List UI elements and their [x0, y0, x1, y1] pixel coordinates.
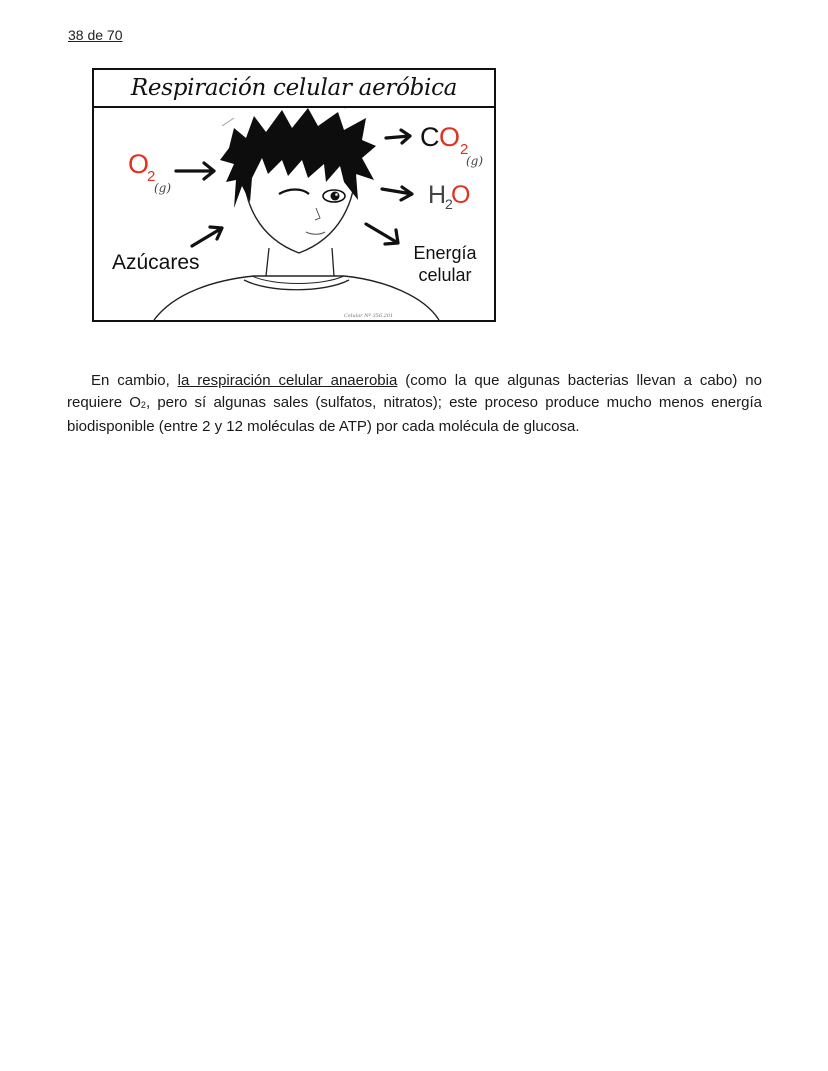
svg-text:2: 2 [445, 196, 453, 212]
figure-illustration [94, 108, 494, 320]
label-h2o [428, 181, 470, 212]
respiration-figure [92, 68, 496, 322]
figure-title: Respiración celular aeróbica [130, 75, 458, 101]
svg-text:O: O [451, 181, 471, 209]
anaerobic-respiration-link[interactable]: la respiración celular anaerobia [177, 372, 398, 389]
figure-title-bar [94, 70, 494, 108]
label-o2 [128, 149, 171, 195]
character-illustration [154, 108, 439, 320]
svg-text:C: C [420, 122, 440, 152]
svg-text:(g): (g) [154, 181, 172, 195]
figure-credit: Celular Nº 356.201 [344, 313, 394, 319]
arrow-co2-out [386, 130, 410, 143]
svg-text:2: 2 [460, 141, 469, 158]
label-energy-line2: celular [418, 265, 472, 285]
label-energy-line1: Energía [413, 243, 477, 263]
page-counter: 38 de 70 [68, 27, 123, 43]
svg-text:(g): (g) [466, 154, 484, 168]
svg-text:O: O [439, 122, 461, 152]
paragraph-text-2: , pero sí algunas sales (sulfatos, nitratos); este proceso produce mucho menos energía biodisponible (entre 2 y 12 moléculas de ATP) por cada molécula de glucosa. [67, 394, 762, 435]
paragraph-text-1: (como la que algunas bacterias llevan a cabo) no requiere O [67, 372, 762, 411]
label-sugars: Azúcares [112, 251, 200, 274]
arrow-h2o-out [382, 187, 412, 200]
o2-subscript: 2 [140, 400, 146, 410]
svg-text:H: H [428, 181, 447, 209]
arrow-o2-in [176, 163, 214, 179]
label-co2 [420, 122, 483, 168]
paragraph-lead: En cambio, [91, 372, 178, 389]
svg-text:2: 2 [147, 168, 156, 185]
arrow-energy-out [366, 224, 398, 244]
svg-text:O: O [128, 149, 150, 179]
body-paragraph [67, 370, 762, 438]
arrow-sugars-in [192, 227, 222, 246]
label-energy [402, 242, 488, 286]
